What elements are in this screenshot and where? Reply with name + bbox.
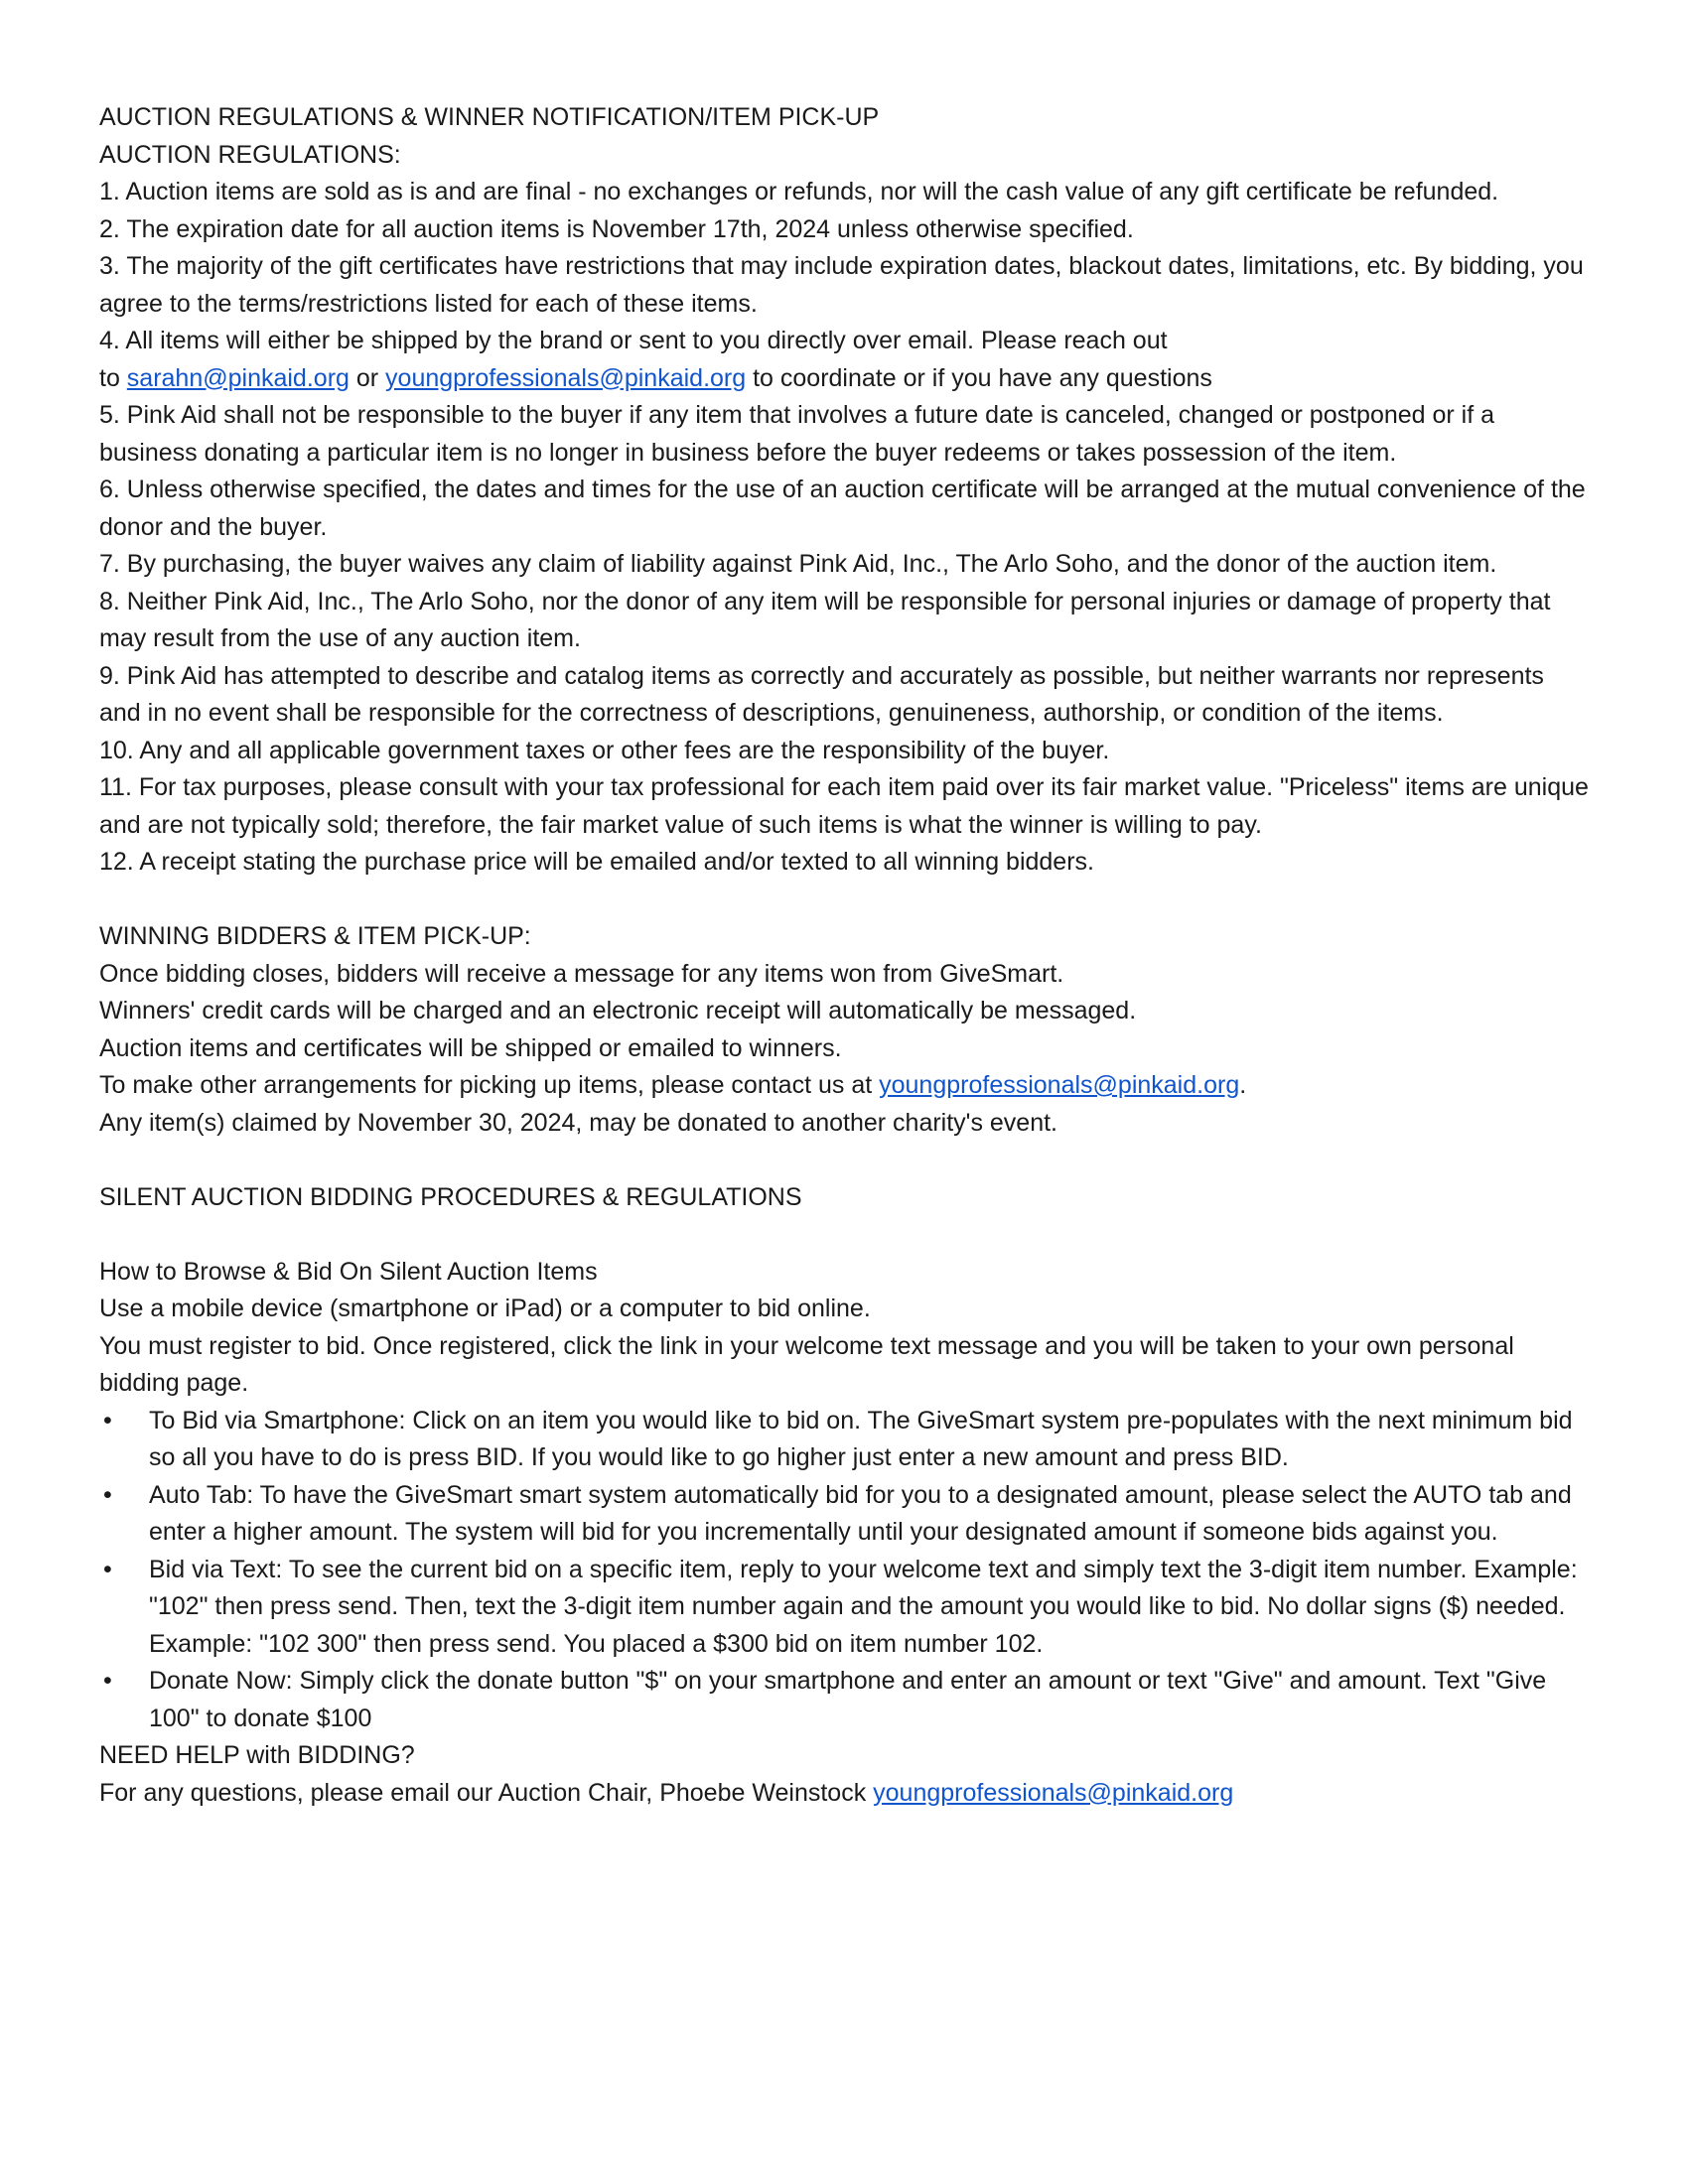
regulation-8: 8. Neither Pink Aid, Inc., The Arlo Soho, nor the donor of any item will be responsible for personal injuries or damage of property that may result from the use of any auction item. [99,587,1551,652]
regulation-11: 11. For tax purposes, please consult with your tax professional for each item paid over its fair market value. "Priceless" items are unique and are not typically sold; therefore, the fair market value of such items is what the winner is willing to pay. [99,773,1589,839]
regulation-6: 6. Unless otherwise specified, the dates and times for the use of an auction certificate will be arranged at the mutual convenience of the donor and the buyer. [99,476,1586,541]
regulation-3: 3. The majority of the gift certificates have restrictions that may include expiration dates, blackout dates, limitations, etc. By bidding, you agree to the terms/restrictions listed for each of these items. [99,252,1584,318]
sarahn-email-link[interactable]: sarahn@pinkaid.org [126,363,350,392]
bidding-methods-list [99,1403,1589,1738]
spacer [99,882,1589,919]
bullet-icon: • [103,1480,112,1509]
winners-line-4-text: To make other arrangements for picking up items, please contact us at [99,1071,880,1099]
spacer [99,1142,1589,1179]
need-help-title: NEED HELP with BIDDING? [99,1741,415,1769]
bullet-text: Donate Now: Simply click the donate button "$" on your smartphone and enter an amount or text "Give" and amount. Text "Give 100" to donate $100 [149,1667,1547,1732]
regulation-7: 7. By purchasing, the buyer waives any claim of liability against Pink Aid, Inc., The Arlo Soho, and the donor of the auction item. [99,550,1497,578]
regulation-4-to: to [99,363,127,392]
winners-contact-email-link[interactable]: youngprofessionals@pinkaid.org [879,1071,1240,1099]
regulation-12: 12. A receipt stating the purchase price will be emailed and/or texted to all winning bidders. [99,848,1094,876]
list-item [99,1477,1589,1552]
how-to-bid-line-1: Use a mobile device (smartphone or iPad) or a computer to bid online. [99,1295,871,1322]
silent-auction-title: SILENT AUCTION BIDDING PROCEDURES & REGULATIONS [99,1182,802,1211]
youngprofessionals-email-link[interactable]: youngprofessionals@pinkaid.org [385,363,747,392]
regulation-1: 1. Auction items are sold as is and are final - no exchanges or refunds, nor will the cash value of any gift certificate be refunded. [99,178,1499,205]
winners-line-1: Once bidding closes, bidders will receive a message for any items won from GiveSmart. [99,959,1064,988]
winners-line-4 [99,1067,1589,1105]
winners-line-5: Any item(s) claimed by November 30, 2024, may be donated to another charity's event. [99,1108,1057,1137]
winners-line-4-period: . [1239,1071,1247,1099]
list-item [99,1663,1589,1737]
regulation-10: 10. Any and all applicable government taxes or other fees are the responsibility of the buyer. [99,736,1110,764]
regulation-4-line-1: 4. All items will either be shipped by the brand or sent to you directly over email. Please reach out [99,327,1168,354]
document-heading: AUCTION REGULATIONS & WINNER NOTIFICATION/ITEM PICK-UP [99,103,880,131]
document-page [99,99,1589,1812]
winners-line-3: Auction items and certificates will be shipped or emailed to winners. [99,1033,842,1062]
bullet-text: Bid via Text: To see the current bid on a specific item, reply to your welcome text and simply text the 3-digit item number. Example: "102" then press send. Then, text the 3-digit item number again and the amount you would like to bid. No dollar signs ($) needed. Example: "102 300" then press send. You placed a $300 bid on item number 102. [149,1555,1578,1658]
spacer [99,1216,1589,1254]
bullet-icon: • [103,1667,112,1695]
need-help-line [99,1775,1589,1813]
regulation-4-or: or [349,363,386,392]
winners-line-2: Winners' credit cards will be charged and an electronic receipt will automatically be messaged. [99,997,1137,1024]
list-item [99,1552,1589,1664]
auction-chair-email-link[interactable]: youngprofessionals@pinkaid.org [873,1778,1234,1807]
regulation-2: 2. The expiration date for all auction items is November 17th, 2024 unless otherwise specified. [99,214,1134,243]
regulation-9: 9. Pink Aid has attempted to describe and catalog items as correctly and accurately as possible, but neither warrants nor represents and in no event shall be responsible for the correctness of descriptions, genuineness, authorship, or condition of the items. [99,661,1544,727]
how-to-bid-line-2: You must register to bid. Once registered, click the link in your welcome text message and you will be taken to your own personal bidding page. [99,1331,1514,1397]
regulation-4-line-2 [99,360,1589,398]
bullet-text: Auto Tab: To have the GiveSmart smart system automatically bid for you to a designated amount, please select the AUTO tab and enter a higher amount. The system will bid for you incrementally until your designated amount if someone bids against you. [149,1480,1572,1546]
bullet-icon: • [103,1406,112,1434]
bullet-text: To Bid via Smartphone: Click on an item you would like to bid on. The GiveSmart system pre-populates with the next minimum bid so all you have to do is press BID. If you would like to go higher just enter a new amount and press BID. [149,1406,1573,1471]
regulation-5: 5. Pink Aid shall not be responsible to the buyer if any item that involves a future date is canceled, changed or postponed or if a business donating a particular item is no longer in business before the buyer redeems or takes possession of the item. [99,401,1495,467]
regulation-4-end: to coordinate or if you have any questions [746,363,1212,392]
bullet-icon: • [103,1555,112,1583]
need-help-text: For any questions, please email our Auction Chair, Phoebe Weinstock [99,1778,874,1807]
winners-title: WINNING BIDDERS & ITEM PICK-UP: [99,922,531,950]
regulations-title: AUCTION REGULATIONS: [99,140,401,169]
list-item [99,1403,1589,1477]
how-to-bid-title: How to Browse & Bid On Silent Auction Items [99,1257,598,1286]
